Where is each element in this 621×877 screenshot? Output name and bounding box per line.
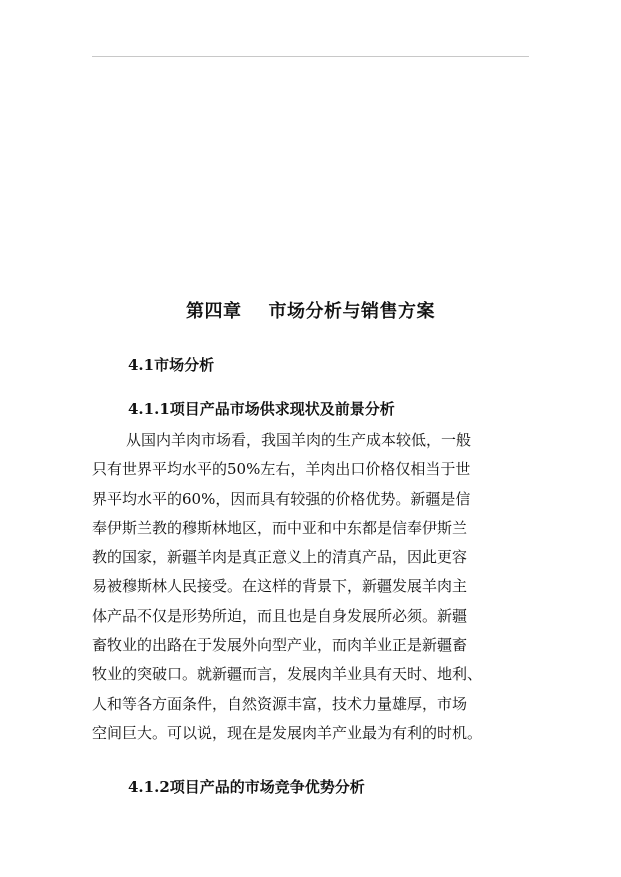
paragraph-line: 畜牧业的出路在于发展外向型产业，而肉羊业正是新疆畜 [92,636,468,655]
section-heading-4-1-2: 4.1.2项目产品的市场竞争优势分析 [128,778,365,796]
header-rule [92,56,529,57]
paragraph-line: 空间巨大。可以说，现在是发展肉羊产业最为有利的时机。 [92,723,483,742]
chapter-title: 第四章 市场分析与销售方案 [185,301,436,322]
paragraph-line: 人和等各方面条件，自然资源丰富，技术力量雄厚，市场 [92,694,468,713]
paragraph-line: 体产品不仅是形势所迫，而且也是自身发展所必须。新疆 [92,606,468,625]
paragraph-line: 易被穆斯林人民接受。在这样的背景下，新疆发展羊肉主 [92,577,468,596]
paragraph-line: 奉伊斯兰教的穆斯林地区，而中亚和中东都是信奉伊斯兰 [92,518,468,537]
section-heading-4-1: 4.1市场分析 [128,356,215,374]
paragraph-line: 界平均水平的60%，因而具有较强的价格优势。新疆是信 [92,489,471,508]
paragraph-line: 从国内羊肉市场看，我国羊肉的生产成本较低，一般 [126,431,472,449]
body-paragraph [92,426,529,748]
paragraph-line: 牧业的突破口。就新疆而言，发展肉羊业具有天时、地利、 [92,665,483,684]
paragraph-line: 只有世界平均水平的50%左右，羊肉出口价格仅相当于世 [92,460,471,479]
section-heading-4-1-1: 4.1.1项目产品市场供求现状及前景分析 [128,400,395,418]
paragraph-line: 教的国家，新疆羊肉是真正意义上的清真产品，因此更容 [92,548,468,567]
